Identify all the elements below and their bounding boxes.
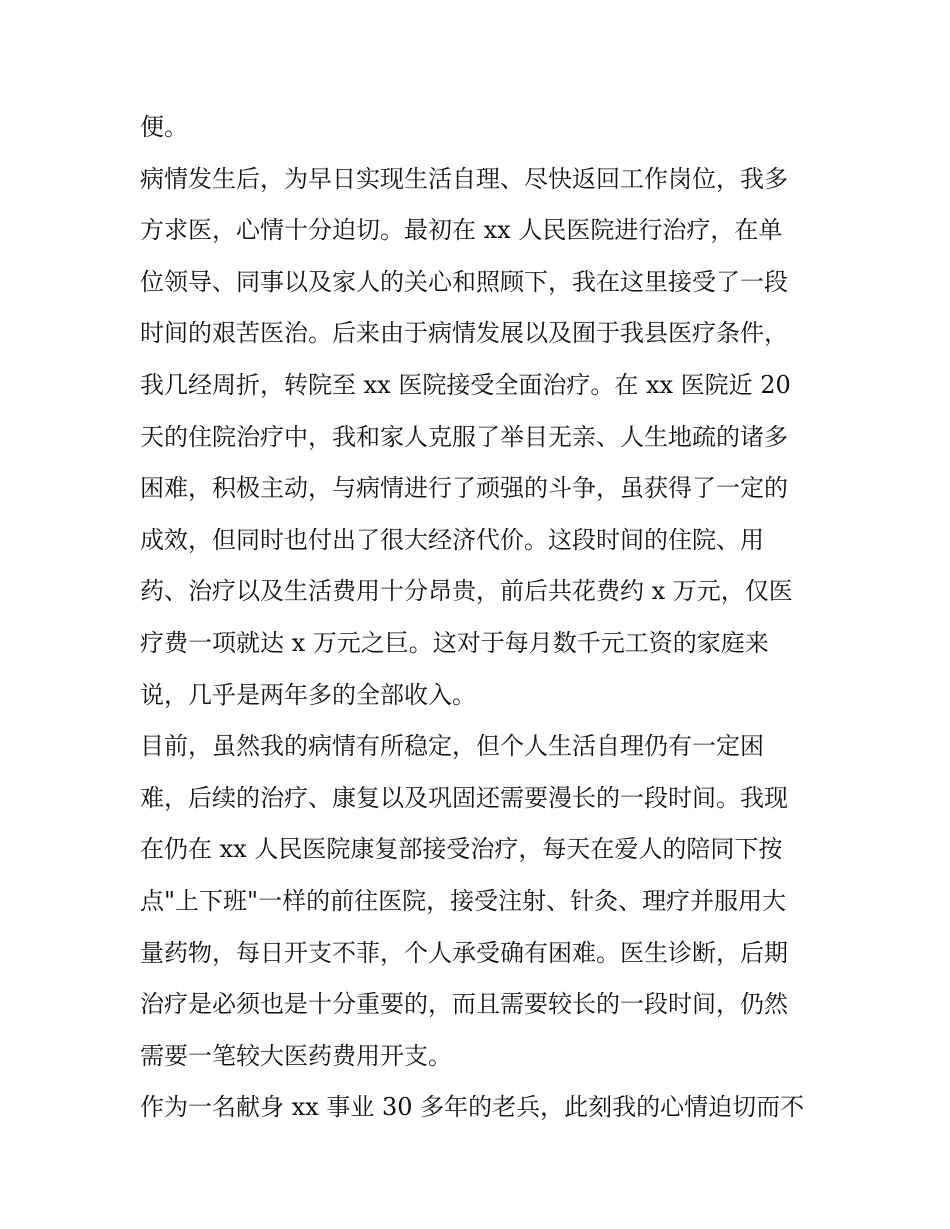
text-line: 在仍在 xx 人民医院康复部接受治疗，每天在爱人的陪同下按 bbox=[140, 835, 783, 864]
text-line: 难，后续的治疗、康复以及巩固还需要漫长的一段时间。我现 bbox=[140, 783, 788, 812]
text-line: 疗费一项就达 x 万元之巨。这对于每月数千元工资的家庭来 bbox=[140, 628, 769, 657]
text-line: 点"上下班"一样的前往医院，接受注射、针灸、理疗并服用大 bbox=[140, 886, 787, 915]
text-line: 说，几乎是两年多的全部收入。 bbox=[140, 680, 476, 709]
text-line: 目前，虽然我的病情有所稳定，但个人生活自理仍有一定困 bbox=[140, 732, 764, 761]
text-line: 便。 bbox=[140, 113, 188, 141]
text-line: 天的住院治疗中，我和家人克服了举目无亲、人生地疏的诸多 bbox=[140, 422, 788, 451]
text-line: 需要一笔较大医药费用开支。 bbox=[140, 1041, 452, 1070]
text-line: 量药物，每日开支不菲，个人承受确有困难。医生诊断，后期 bbox=[140, 938, 788, 967]
text-line: 困难，积极主动，与病情进行了顽强的斗争，虽获得了一定的 bbox=[140, 474, 788, 503]
text-line: 我几经周折，转院至 xx 医院接受全面治疗。在 xx 医院近 20 bbox=[140, 370, 791, 399]
text-line: 位领导、同事以及家人的关心和照顾下，我在这里接受了一段 bbox=[140, 267, 788, 296]
text-line: 时间的艰苦医治。后来由于病情发展以及囿于我县医疗条件， bbox=[140, 319, 788, 348]
text-line: 方求医，心情十分迫切。最初在 xx 人民医院进行治疗，在单 bbox=[140, 216, 783, 245]
body-text bbox=[140, 102, 830, 1134]
text-line: 病情发生后，为早日实现生活自理、尽快返回工作岗位，我多 bbox=[140, 164, 788, 193]
text-line: 作为一名献身 xx 事业 30 多年的老兵，此刻我的心情迫切而不 bbox=[140, 1093, 805, 1122]
text-line: 治疗是必须也是十分重要的，而且需要较长的一段时间，仍然 bbox=[140, 990, 788, 1019]
text-line: 药、治疗以及生活费用十分昂贵，前后共花费约 x 万元，仅医 bbox=[140, 577, 793, 606]
text-line: 成效，但同时也付出了很大经济代价。这段时间的住院、用 bbox=[140, 525, 764, 554]
